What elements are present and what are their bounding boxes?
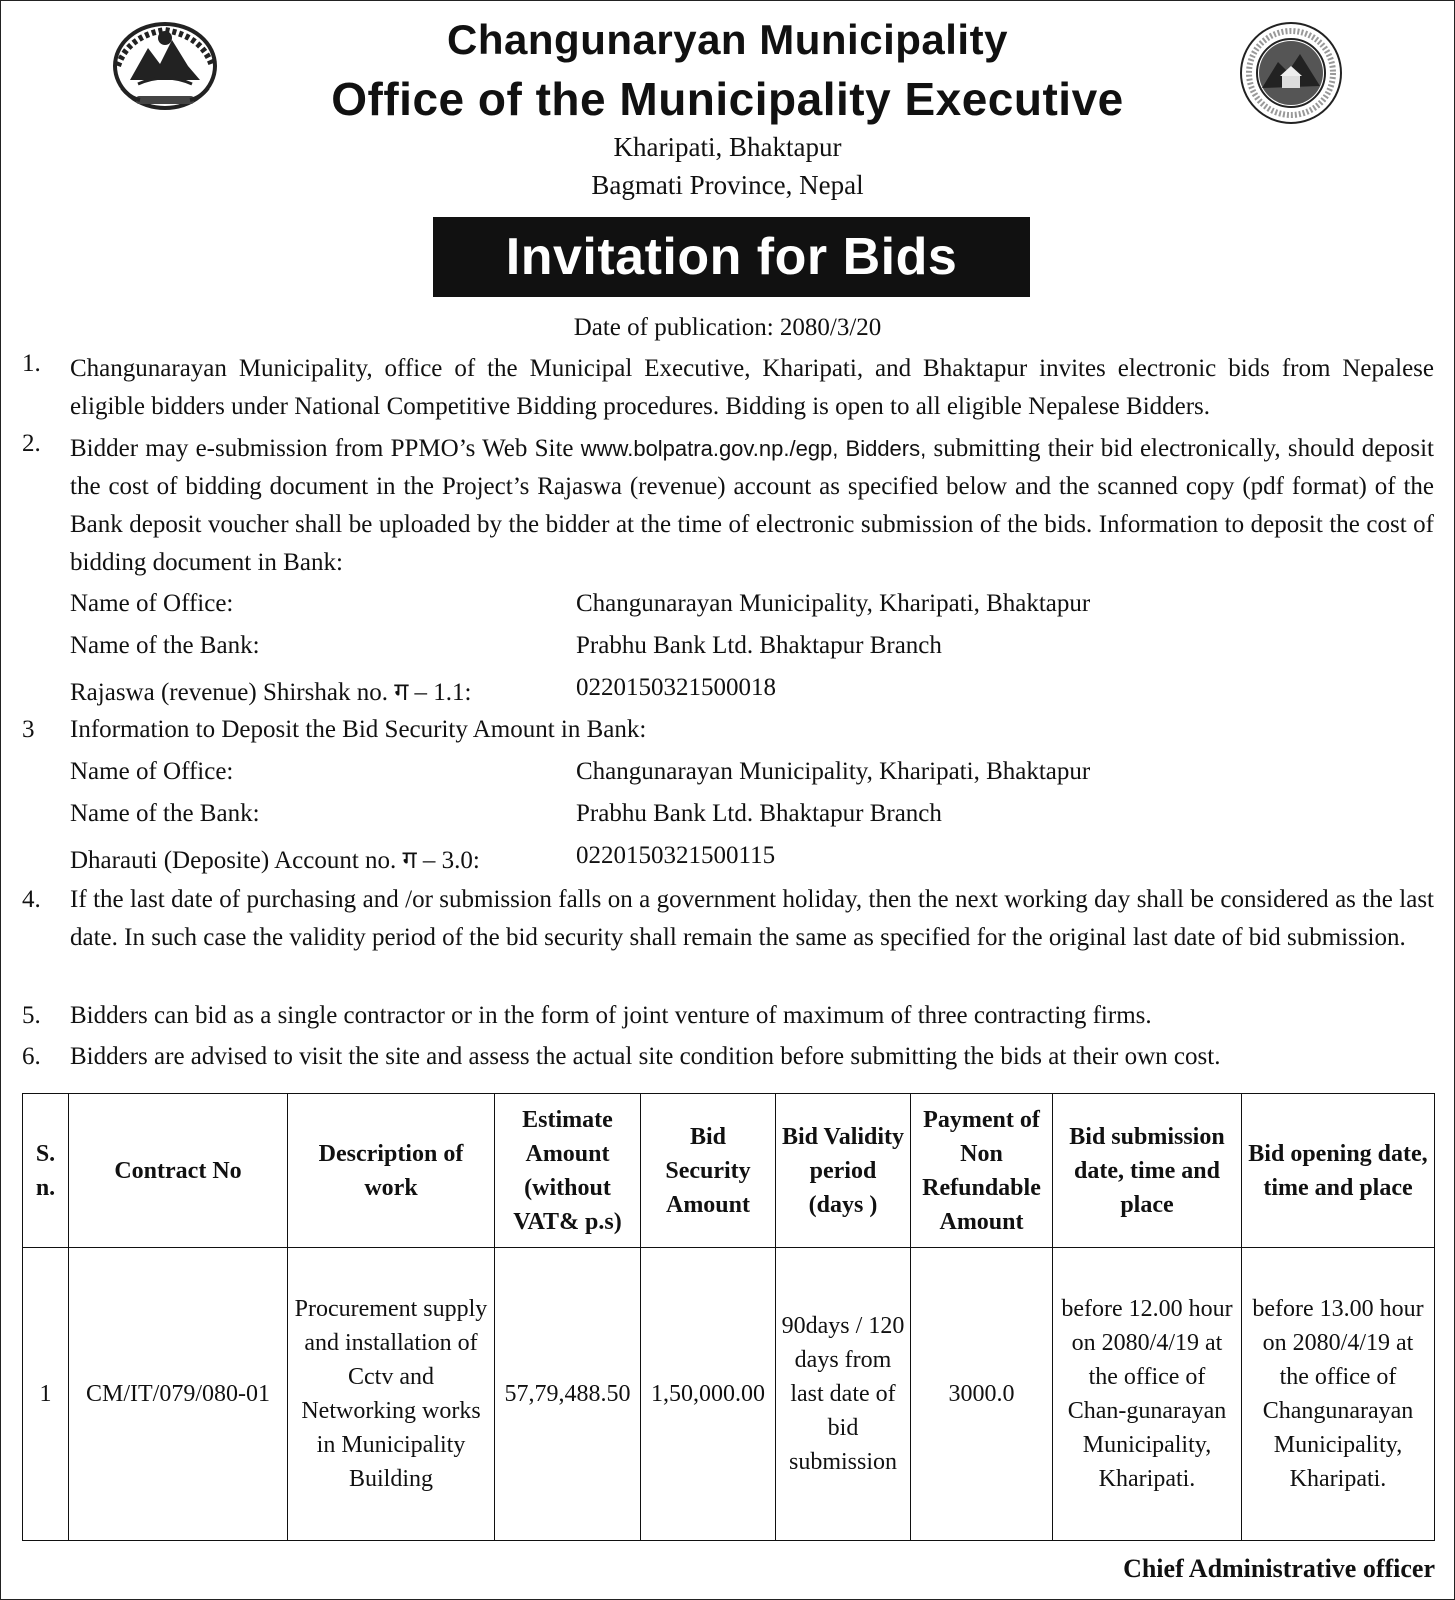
table-cell: 90days / 120 days from last date of bid submission bbox=[776, 1248, 911, 1541]
item-number: 4. bbox=[22, 886, 41, 913]
table-cell: 1 bbox=[23, 1248, 69, 1541]
item-number: 1. bbox=[22, 350, 41, 377]
revenue-account-label: Rajaswa (revenue) Shirshak no. ग – 1.1: bbox=[70, 679, 472, 706]
address-line-1: Kharipati, Bhaktapur bbox=[613, 132, 842, 162]
table-header-cell: Bid Security Amount bbox=[641, 1094, 776, 1248]
table-header-cell: Bid opening date, time and place bbox=[1242, 1094, 1435, 1248]
bank-name-value: Prabhu Bank Ltd. Bhaktapur Branch bbox=[576, 632, 942, 659]
item-6-text: Bidders are advised to visit the site and assess the actual site condition before submitting the bids at their own cost. bbox=[70, 1043, 1221, 1070]
item-number: 5. bbox=[22, 1002, 41, 1029]
item-4-text: If the last date of purchasing and /or submission falls on a government holiday, then the next working day shall be considered as the last date. In such case the validity period of the bid security shall remain the same as specified for the original last date of bid submission. bbox=[70, 886, 1434, 951]
office-name-label: Name of Office: bbox=[70, 758, 234, 785]
item-number: 3 bbox=[22, 716, 35, 743]
table-cell: before 13.00 hour on 2080/4/19 at the office of Changunarayan Municipality, Kharipati. bbox=[1242, 1248, 1435, 1541]
bank-name-label: Name of the Bank: bbox=[70, 800, 260, 827]
item-number: 2. bbox=[22, 430, 41, 457]
bank-name-label: Name of the Bank: bbox=[70, 632, 260, 659]
bid-table bbox=[22, 1093, 1435, 1541]
table-header-cell: S. n. bbox=[23, 1094, 69, 1248]
item-2-text-start: Bidder may e-submission from PPMO’s Web Site bbox=[70, 435, 581, 462]
ppmo-website-link: www.bolpatra.gov.np./egp, Bidders, bbox=[580, 436, 927, 461]
table-row bbox=[23, 1248, 1435, 1541]
table-cell: Procurement supply and installation of Cctv and Networking works in Municipality Building bbox=[288, 1248, 495, 1541]
table-cell: 1,50,000.00 bbox=[641, 1248, 776, 1541]
item-5-text: Bidders can bid as a single contractor or in the form of joint venture of maximum of three contracting firms. bbox=[70, 1002, 1152, 1029]
office-name-value: Changunarayan Municipality, Kharipati, Bhaktapur bbox=[576, 590, 1091, 617]
item-number: 6. bbox=[22, 1043, 41, 1070]
signatory-title: Chief Administrative officer bbox=[1123, 1554, 1435, 1583]
table-header-cell: Description of work bbox=[288, 1094, 495, 1248]
table-cell: CM/IT/079/080-01 bbox=[69, 1248, 288, 1541]
table-header-cell: Estimate Amount (without VAT& p.s) bbox=[495, 1094, 641, 1248]
deposit-account-value: 0220150321500115 bbox=[576, 842, 776, 869]
deposit-account-label: Dharauti (Deposite) Account no. ग – 3.0: bbox=[70, 847, 480, 874]
item-2-text-end: submitting their bid electronically, should deposit the cost of bidding document in the Project’s Rajaswa (revenue) account as specified below and the scanned copy (pdf format) of the Bank deposit voucher shall be uploaded by the bidder at the time of electronic submission of the bids. Information to deposit the cost of bidding document in Bank: bbox=[70, 435, 1434, 576]
bank-name-value: Prabhu Bank Ltd. Bhaktapur Branch bbox=[576, 800, 942, 827]
table-cell: 3000.0 bbox=[911, 1248, 1053, 1541]
table-cell: before 12.00 hour on 2080/4/19 at the office of Chan-gunarayan Municipality, Kharipati. bbox=[1053, 1248, 1242, 1541]
address-line-2: Bagmati Province, Nepal bbox=[591, 170, 864, 200]
table-header-cell: Contract No bbox=[69, 1094, 288, 1248]
municipality-name: Changunaryan Municipality bbox=[447, 16, 1008, 63]
item-1-text: Changunarayan Municipality, office of the Municipal Executive, Kharipati, and Bhaktapur invites electronic bids from Nepalese eligible bidders under National Competitive Bidding procedures. Bidding is open to all eligible Nepalese Bidders. bbox=[70, 355, 1434, 420]
table-header-cell: Bid Validity period (days ) bbox=[776, 1094, 911, 1248]
table-header-cell: Payment of Non Refundable Amount bbox=[911, 1094, 1053, 1248]
table-cell: 57,79,488.50 bbox=[495, 1248, 641, 1541]
item-3-text: Information to Deposit the Bid Security Amount in Bank: bbox=[70, 716, 647, 743]
office-name-label: Name of Office: bbox=[70, 590, 234, 617]
revenue-account-value: 0220150321500018 bbox=[576, 674, 776, 701]
office-title: Office of the Municipality Executive bbox=[331, 73, 1124, 125]
office-name-value: Changunarayan Municipality, Kharipati, Bhaktapur bbox=[576, 758, 1091, 785]
item-2-text bbox=[70, 430, 1434, 582]
invitation-banner: Invitation for Bids bbox=[433, 217, 1030, 297]
table-header-row bbox=[23, 1094, 1435, 1248]
publication-date: Date of publication: 2080/3/20 bbox=[573, 314, 882, 341]
table-header-cell: Bid submission date, time and place bbox=[1053, 1094, 1242, 1248]
